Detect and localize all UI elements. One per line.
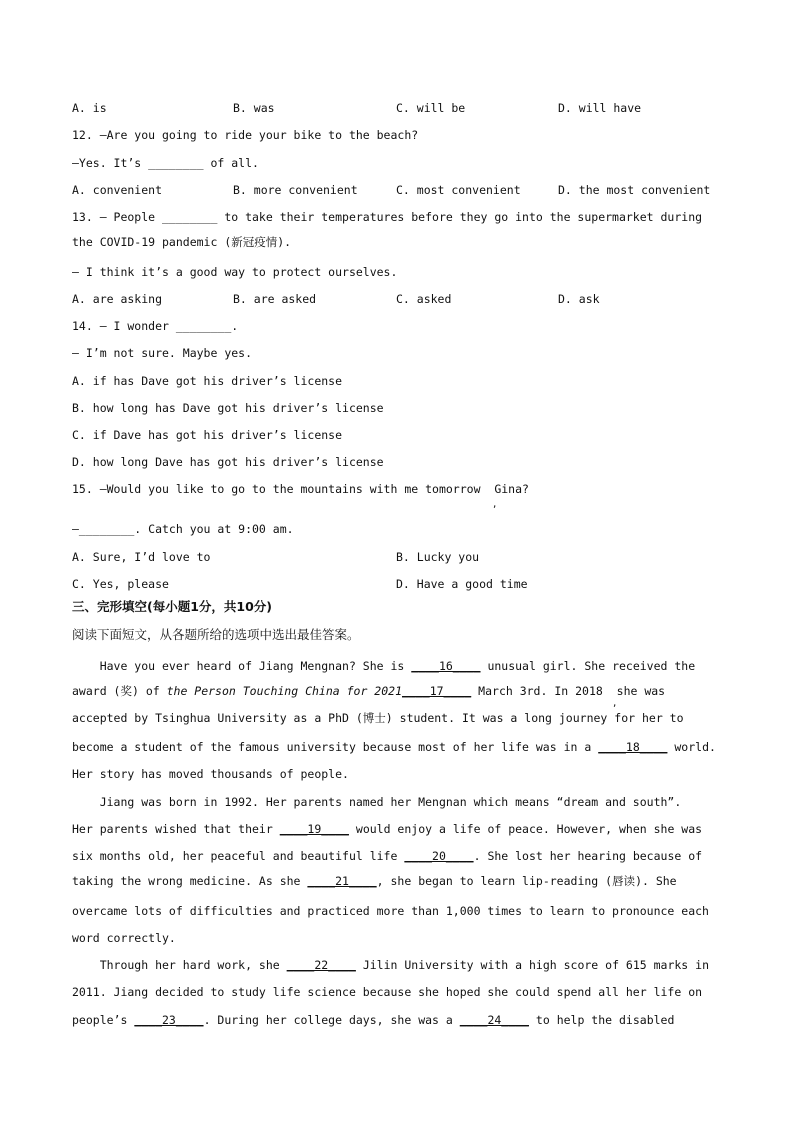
text-segment: ). She <box>635 874 677 888</box>
passage-p1-line3 <box>72 710 684 726</box>
cjk-gloss: 博士 <box>362 711 386 725</box>
text-segment: people’s <box>72 1013 135 1027</box>
q12-option-a: A. convenient <box>72 183 163 197</box>
q13-line2-pre: the COVID-19 pandemic ( <box>72 235 232 249</box>
text-segment: ) student. It was a long journey for her to <box>385 711 684 725</box>
passage-p2-line3 <box>72 848 702 864</box>
text-segment: six months old, her peaceful and beautiful life <box>72 849 405 863</box>
q11-option-d: D. will have <box>558 101 642 115</box>
passage-p1-line1 <box>72 658 695 674</box>
q14-option-d: D. how long Dave has got his driver’s license <box>72 455 384 469</box>
text-segment: . During her college days, she was a <box>203 1013 460 1027</box>
q14-answer: — I’m not sure. Maybe yes. <box>72 346 253 360</box>
section3-instruction: 阅读下面短文，从各题所给的选项中选出最佳答案。 <box>72 627 360 642</box>
q12-question: 12. —Are you going to ride your bike to the beach? <box>72 128 419 142</box>
q14-option-c: C. if Dave has got his driver’s license <box>72 428 343 442</box>
award-title: the Person Touching China for 2021 <box>166 684 402 698</box>
text-segment: ) of <box>131 684 167 698</box>
passage-p3-line3 <box>72 1012 674 1028</box>
passage-p2-line1: Jiang was born in 1992. Her parents named her Mengnan which means “dream and south”. <box>72 795 682 809</box>
q13-option-d: D. ask <box>558 292 600 306</box>
blank-16: ____16____ <box>411 659 481 673</box>
q15-option-a: A. Sure, I’d love to <box>72 550 211 564</box>
cjk-gloss: 唇读 <box>612 874 636 888</box>
q15-option-d: D. Have a good time <box>396 577 528 591</box>
passage-p2-line6: word correctly. <box>72 931 176 945</box>
q13-question-line1: 13. — People ________ to take their temperatures before they go into the supermarket during <box>72 210 703 224</box>
text-segment: unusual girl. She received the <box>480 659 696 673</box>
blank-22: ____22____ <box>286 958 356 972</box>
text-segment: Her parents wished that their <box>72 822 280 836</box>
text-segment: would enjoy a life of peace. However, when she was <box>348 822 703 836</box>
blank-24: ____24____ <box>459 1013 529 1027</box>
q15-option-c: C. Yes, please <box>72 577 169 591</box>
text-segment: . She lost her hearing because of <box>473 849 703 863</box>
blank-19: ____19____ <box>279 822 349 836</box>
q13-line2-cjk: 新冠疫情 <box>231 235 278 249</box>
q12-option-b: B. more convenient <box>233 183 358 197</box>
passage-p1-line4 <box>72 739 716 755</box>
section3-heading: 三、完形填空(每小题1分，共10分) <box>72 599 273 614</box>
q12-option-c: C. most convenient <box>396 183 521 197</box>
passage-p3-line2: 2011. Jiang decided to study life science because she hoped she could spend all her life on <box>72 985 703 999</box>
q13-option-c: C. asked <box>396 292 452 306</box>
q15-option-b: B. Lucky you <box>396 550 480 564</box>
q14-option-a: A. if has Dave got his driver’s license <box>72 374 343 388</box>
passage-p2-line4 <box>72 873 677 889</box>
text-segment: taking the wrong medicine. As she <box>72 874 308 888</box>
blank-21: ____21____ <box>307 874 377 888</box>
blank-20: ____20____ <box>404 849 474 863</box>
text-segment: March 3rd. In 2018 she was <box>471 684 666 698</box>
q15-answer: —________. Catch you at 9:00 am. <box>72 522 294 536</box>
passage-p2-line2 <box>72 821 702 837</box>
q12-option-d: D. the most convenient <box>558 183 711 197</box>
q11-option-c: C. will be <box>396 101 466 115</box>
q13-question-line2 <box>72 234 291 250</box>
passage-p3-line1 <box>72 957 709 973</box>
text-segment: award ( <box>72 684 121 698</box>
cjk-gloss: 奖 <box>120 684 132 698</box>
q13-option-b: B. are asked <box>233 292 317 306</box>
text-segment: world. <box>667 740 716 754</box>
text-segment: accepted by Tsinghua University as a PhD ( <box>72 711 363 725</box>
q13-answer: — I think it’s a good way to protect ourselves. <box>72 265 398 279</box>
blank-17: ____17____ <box>402 684 472 698</box>
q12-answer: —Yes. It’s ________ of all. <box>72 156 259 170</box>
blank-18: ____18____ <box>598 740 668 754</box>
q11-option-b: B. was <box>233 101 275 115</box>
q15-question: 15. —Would you like to go to the mountains with me tomorrow Gina? <box>72 482 529 496</box>
blank-23: ____23____ <box>134 1013 204 1027</box>
passage-p1-line5: Her story has moved thousands of people. <box>72 767 349 781</box>
passage-p2-line5: overcame lots of difficulties and practiced more than 1,000 times to learn to pronounce each <box>72 904 709 918</box>
q13-line2-post: ). <box>277 235 292 249</box>
text-segment: Through her hard work, she <box>72 958 287 972</box>
passage-p1-line2 <box>72 683 665 699</box>
text-segment: to help the disabled <box>529 1013 675 1027</box>
text-segment: , she began to learn lip-reading ( <box>376 874 613 888</box>
text-segment: Jilin University with a high score of 615 marks in <box>355 958 709 972</box>
text-segment: become a student of the famous university because most of her life was in a <box>72 740 599 754</box>
text-segment: Have you ever heard of Jiang Mengnan? She is <box>72 659 412 673</box>
q13-option-a: A. are asking <box>72 292 163 306</box>
q14-option-b: B. how long has Dave got his driver’s license <box>72 401 384 415</box>
q11-option-a: A. is <box>72 101 107 115</box>
q15-stray-comma: , <box>492 500 498 510</box>
passage-stray-comma: , <box>612 699 618 709</box>
q14-question: 14. — I wonder ________. <box>72 319 239 333</box>
